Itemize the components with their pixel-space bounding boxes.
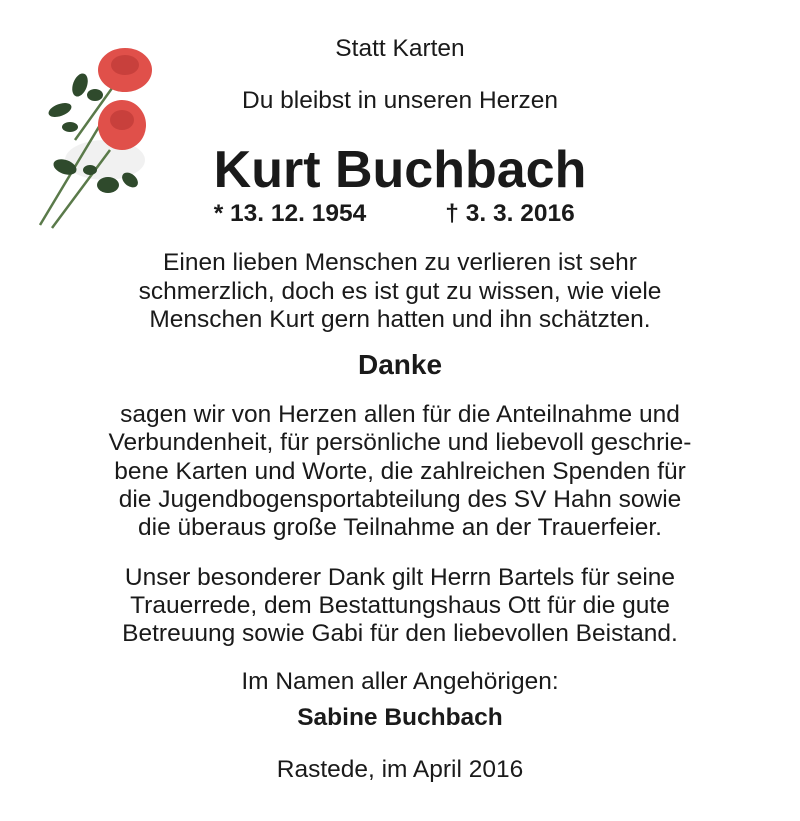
paragraph2-line: Verbundenheit, für persönliche und liebevoll geschrie-	[108, 429, 692, 456]
signer-name: Sabine Buchbach	[297, 704, 503, 731]
paragraph3-line: Trauerrede, dem Bestattungshaus Ott für die gute	[130, 592, 670, 619]
statt-karten: Statt Karten	[335, 35, 465, 62]
motto: Du bleibst in unseren Herzen	[242, 87, 558, 114]
paragraph3-line: Betreuung sowie Gabi für den liebevollen Beistand.	[122, 620, 678, 647]
paragraph2-line: die überaus große Teilnahme an der Trauerfeier.	[138, 514, 662, 541]
closing-intro: Im Namen aller Angehörigen:	[241, 668, 559, 695]
paragraph2-line: sagen wir von Herzen allen für die Anteilnahme und	[120, 401, 680, 428]
paragraph1-line: Einen lieben Menschen zu verlieren ist sehr	[163, 249, 637, 276]
place-date: Rastede, im April 2016	[276, 756, 524, 783]
birth-date: * 13. 12. 1954	[213, 200, 367, 227]
death-date: † 3. 3. 2016	[445, 200, 575, 227]
paragraph3-line: Unser besonderer Dank gilt Herrn Bartels für seine	[124, 564, 676, 591]
paragraph2-line: bene Karten und Worte, die zahlreichen Spenden für	[114, 458, 686, 485]
deceased-name: Kurt Buchbach	[213, 141, 587, 199]
paragraph2-line: die Jugendbogensportabteilung des SV Hahn sowie	[118, 486, 682, 513]
thanks-heading: Danke	[357, 349, 443, 380]
paragraph1-line: schmerzlich, doch es ist gut zu wissen, wie viele	[138, 278, 662, 305]
paragraph1-line: Menschen Kurt gern hatten und ihn schätzten.	[149, 306, 651, 333]
